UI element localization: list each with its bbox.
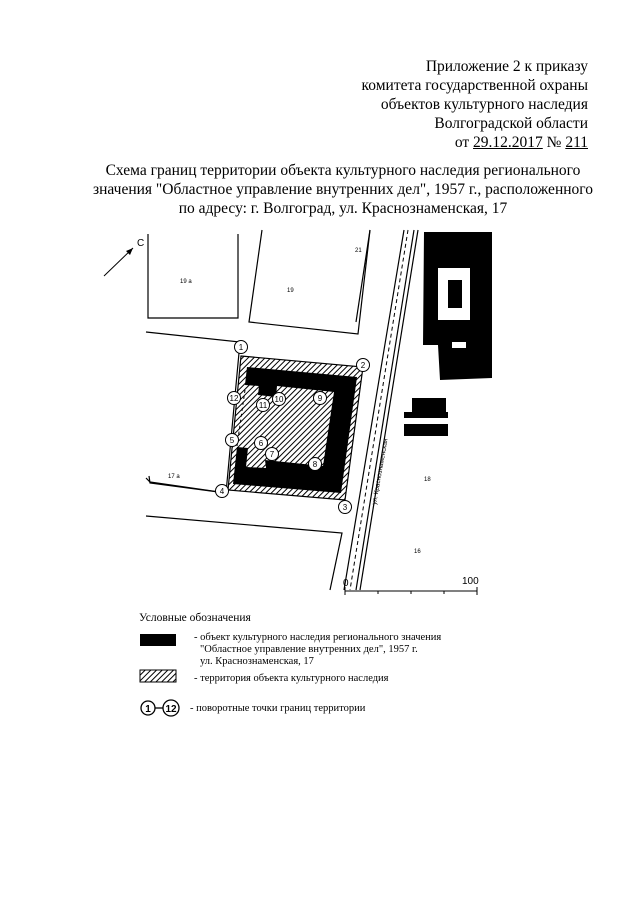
header-line-2: комитета государственной охраны — [361, 77, 588, 94]
north-arrow — [104, 238, 144, 276]
svg-text:8: 8 — [312, 460, 318, 469]
header-line-4: Волгоградской области — [434, 115, 588, 132]
svg-text:1: 1 — [145, 704, 151, 715]
header-number-label: № — [542, 134, 566, 151]
header-date-prefix: от — [454, 134, 474, 151]
legend-points-text: - поворотные точки границ территории — [190, 703, 366, 714]
scale-end: 100 — [462, 576, 479, 587]
legend-territory-text: - территория объекта культурного наследия — [194, 673, 389, 684]
parcel-label-17a: 17 а — [168, 474, 180, 480]
legend-building-text — [194, 632, 441, 668]
svg-text:10: 10 — [274, 395, 284, 404]
svg-text:3: 3 — [342, 503, 348, 512]
header-number: 211 — [565, 134, 588, 151]
turning-point-3 — [339, 501, 352, 514]
parcel-label-16: 16 — [414, 549, 421, 555]
legend-building-swatch — [140, 634, 176, 646]
title-line-3: по адресу: г. Волгоград, ул. Краснознаменская, 17 — [178, 200, 508, 217]
svg-text:11: 11 — [258, 401, 268, 410]
svg-text:6: 6 — [258, 439, 264, 448]
turning-point-11 — [257, 399, 270, 412]
parcel-outline-19 — [249, 230, 370, 334]
header-line-1: Приложение 2 к приказу — [425, 58, 588, 75]
svg-text:2: 2 — [360, 361, 366, 370]
turning-point-2 — [357, 359, 370, 372]
svg-text:12: 12 — [165, 704, 177, 715]
parcel-outline-17a — [146, 332, 240, 493]
north-label: С — [137, 238, 145, 249]
road-centerline — [350, 230, 408, 590]
svg-text:9: 9 — [317, 394, 323, 403]
parcel-label-21: 21 — [355, 248, 362, 254]
svg-text:12: 12 — [229, 394, 239, 403]
title-line-2: значения "Областное управление внутренних дел", 1957 г., расположенного — [92, 181, 594, 198]
turning-point-4 — [216, 485, 229, 498]
parcel-label-19a: 19 а — [180, 279, 192, 285]
turning-point-12 — [228, 392, 241, 405]
legend-title: Условные обозначения — [139, 612, 251, 624]
parcel-label-19: 19 — [287, 288, 294, 294]
svg-text:5: 5 — [229, 436, 235, 445]
adjacent-buildings — [404, 232, 492, 436]
parcel-outline-south — [146, 516, 342, 590]
title-line-1: Схема границ территории объекта культурного наследия регионального — [105, 162, 581, 179]
scale-start: 0 — [343, 578, 349, 589]
legend-territory-swatch — [140, 670, 176, 682]
svg-text:7: 7 — [269, 450, 275, 459]
header-date: 29.12.2017 — [473, 134, 543, 151]
street-label: ул. Краснознаменская — [371, 438, 390, 506]
turning-point-10 — [273, 393, 286, 406]
svg-text:4: 4 — [219, 487, 225, 496]
turning-point-7 — [266, 448, 279, 461]
turning-point-6 — [255, 437, 268, 450]
svg-text:1: 1 — [238, 343, 244, 352]
turning-point-8 — [309, 458, 322, 471]
parcel-outline-19a — [148, 234, 238, 318]
legend-building-line-2: "Областное управление внутренних дел", 1957 г. — [200, 644, 418, 655]
parcel-label-18: 18 — [424, 477, 431, 483]
legend-building-line-3: ул. Краснознаменская, 17 — [200, 656, 314, 667]
legend-points-symbol — [141, 700, 179, 716]
turning-point-5 — [226, 434, 239, 447]
scale-bar — [343, 576, 479, 595]
turning-point-1 — [235, 341, 248, 354]
turning-point-9 — [314, 392, 327, 405]
header-line-3: объектов культурного наследия — [380, 96, 588, 113]
legend-building-line-1: - объект культурного наследия регионального значения — [194, 632, 442, 643]
